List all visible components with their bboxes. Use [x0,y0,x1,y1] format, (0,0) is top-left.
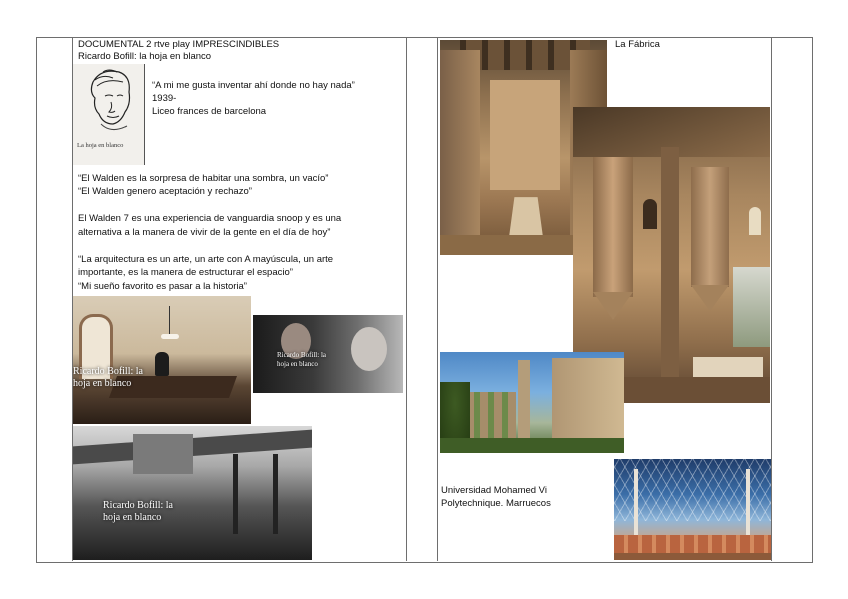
campus-buildings [614,535,771,555]
still2-caption-line1: Ricardo Bofill: la [277,351,326,359]
silo-column-right [691,167,729,287]
portrait-sketch [73,64,144,165]
quote-invent: “A mi me gusta inventar ahí donde no hay nada” [152,80,355,91]
walden7-line-2: alternativa a la manera de vivir de la gente en el día de hoy” [78,227,331,238]
walden-quote-2: “El Walden genero aceptación y rechazo” [78,186,252,197]
portrait-book-title: La hoja en blanco [77,142,124,149]
still3-caption-line1: Ricardo Bofill: la [103,500,173,511]
column [233,454,238,534]
birth-year: 1939- [152,93,177,104]
column-divider-center-right [437,37,438,561]
dream-quote: “Mi sueño favorito es pasar a la historia” [78,281,247,292]
documentary-subtitle: Ricardo Bofill: la hoja en blanco [78,51,212,62]
still1-caption-line2: hoja en blanco [73,378,132,389]
silo-cone-left [593,292,633,320]
university-name: Universidad Mohamed Vi [441,485,547,496]
courtyard-ground [614,553,771,560]
ruin-arches [466,392,516,440]
still1-caption-line1: Ricardo Bofill: la [73,366,143,377]
glass-wall [733,267,770,347]
building-block [552,358,624,444]
column-divider-center-left [406,37,407,561]
face-right [351,327,387,371]
silo-column-left [593,157,633,297]
portrait-book-cover [73,64,145,165]
silo-cone-right [691,285,729,311]
architecture-quote-2: importante, es la manera de estructurar el espacio” [78,267,293,278]
fabrica-exterior-photo [440,352,624,453]
back-wall [490,80,560,190]
left-wall [440,50,480,240]
column [273,454,278,534]
documentary-still-bw [73,426,312,560]
central-pillar [661,147,679,387]
still2-caption-line2: hoja en blanco [277,360,318,368]
pendant-lamp [169,306,170,336]
vegetation [440,438,624,453]
documentary-still-conversation [253,315,403,393]
column-divider-right [771,37,772,561]
walden7-line-1: El Walden 7 es una experiencia de vanguardia snoop y es una [78,213,342,224]
architecture-quote-1: “La arquitectura es un arte, un arte con A mayúscula, un arte [78,254,334,265]
window-arch [643,199,657,229]
building-block [133,434,193,474]
window-arch [749,207,761,235]
university-courtyard-photo [614,459,771,560]
still3-caption-line2: hoja en blanco [103,512,162,523]
walden-quote-1: “El Walden es la sorpresa de habitar una sombra, un vacío” [78,173,329,184]
university-location: Polytechnique. Marruecos [441,498,551,509]
documentary-header: DOCUMENTAL 2 rtve play IMPRESCINDIBLES [78,39,280,50]
silo-tower [518,360,530,440]
documentary-still-interior [73,296,251,424]
person-seated [155,352,169,376]
dining-area [693,357,763,377]
fabrica-title: La Fábrica [615,39,660,50]
school-name: Liceo frances de barcelona [152,106,267,117]
lamp-shade [161,334,179,339]
